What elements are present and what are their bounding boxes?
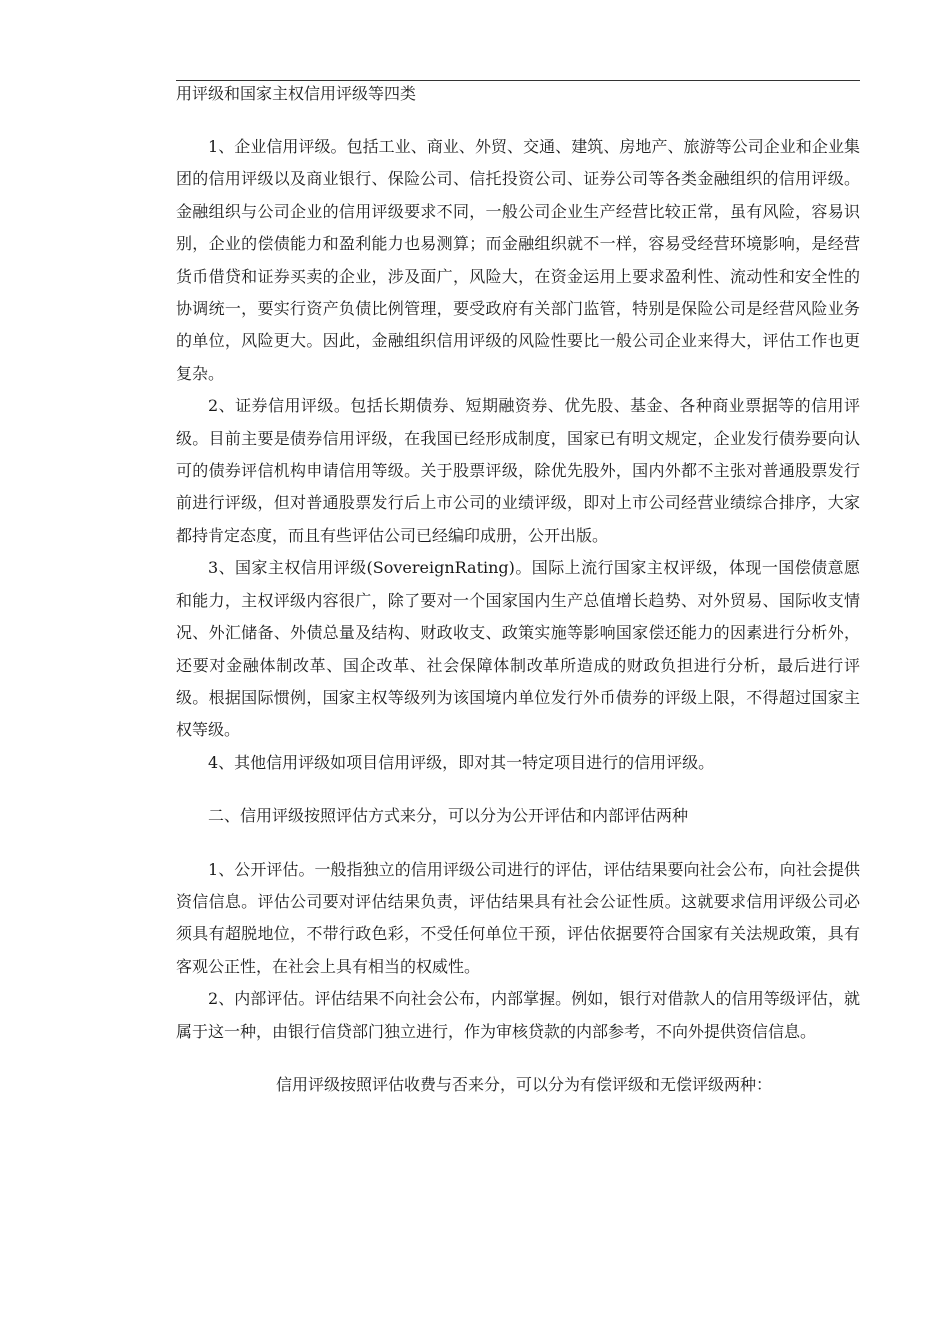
paragraph-enterprise-rating: 1、企业信用评级。包括工业、商业、外贸、交通、建筑、房地产、旅游等公司企业和企业集团的信用评级以及商业银行、保险公司、信托投资公司、证券公司等各类金融组织的信用评级。金融组织与公司企业的信用评级要求不同，一般公司企业生产经营比较正常，虽有风险，容易识别，企业的偿债能力和盈利能力也易测算；而金融组织就不一样，容易受经营环境影响，是经营货币借贷和证券买卖的企业，涉及面广，风险大，在资金运用上要求盈利性、流动性和安全性的协调统一，要实行资产负债比例管理，要受政府有关部门监管，特别是保险公司是经营风险业务的单位，风险更大。因此，金融组织信用评级的风险性要比一般公司企业来得大，评估工作也更复杂。 xyxy=(176,137,860,383)
section-heading-evaluation-method: 二、信用评级按照评估方式来分，可以分为公开评估和内部评估两种 xyxy=(208,806,689,826)
paragraph-internal-evaluation: 2、内部评估。评估结果不向社会公布，内部掌握。例如，银行对借款人的信用等级评估，就属于这一种，由银行信贷部门独立进行，作为审核贷款的内部参考，不向外提供资信信息。 xyxy=(176,989,860,1041)
header-rule xyxy=(176,80,860,81)
paragraph-other-rating: 4、其他信用评级如项目信用评级，即对其一特定项目进行的信用评级。 xyxy=(208,752,715,772)
document-body xyxy=(176,131,860,1101)
paragraph-public-evaluation: 1、公开评估。一般指独立的信用评级公司进行的评估，评估结果要向社会公布，向社会提供资信信息。评估公司要对评估结果负责，评估结果具有社会公证性质。这就要求信用评级公司必须具有超脱地位，不带行政色彩，不受任何单位干预，评估依据要符合国家有关法规政策，具有客观公正性，在社会上具有相当的权威性。 xyxy=(176,859,860,976)
paragraph-sovereign-rating: 3、国家主权信用评级(SovereignRating)。国际上流行国家主权评级，体现一国偿债意愿和能力，主权评级内容很广，除了要对一个国家国内生产总值增长趋势、对外贸易、国际收支情况、外汇储备、外债总量及结构、财政收支、政策实施等影响国家偿还能力的因素进行分析外，还要对金融体制改革、国企改革、社会保障体制改革所造成的财政负担进行分析，最后进行评级。根据国际惯例，国家主权等级列为该国境内单位发行外币债券的评级上限，不得超过国家主权等级。 xyxy=(176,558,860,740)
paragraph-securities-rating: 2、证券信用评级。包括长期债券、短期融资券、优先股、基金、各种商业票据等的信用评级。目前主要是债券信用评级，在我国已经形成制度，国家已有明文规定，企业发行债券要向认可的债券评信机构申请信用等级。关于股票评级，除优先股外，国内外都不主张对普通股票发行前进行评级，但对普通股票发行后上市公司的业绩评级，即对上市公司经营业绩综合排序，大家都持肯定态度，而且有些评估公司已经编印成册，公开出版。 xyxy=(176,396,860,545)
page-header: 用评级和国家主权信用评级等四类 xyxy=(176,84,417,103)
section-heading-fee-basis: 信用评级按照评估收费与否来分，可以分为有偿评级和无偿评级两种： xyxy=(276,1074,773,1094)
